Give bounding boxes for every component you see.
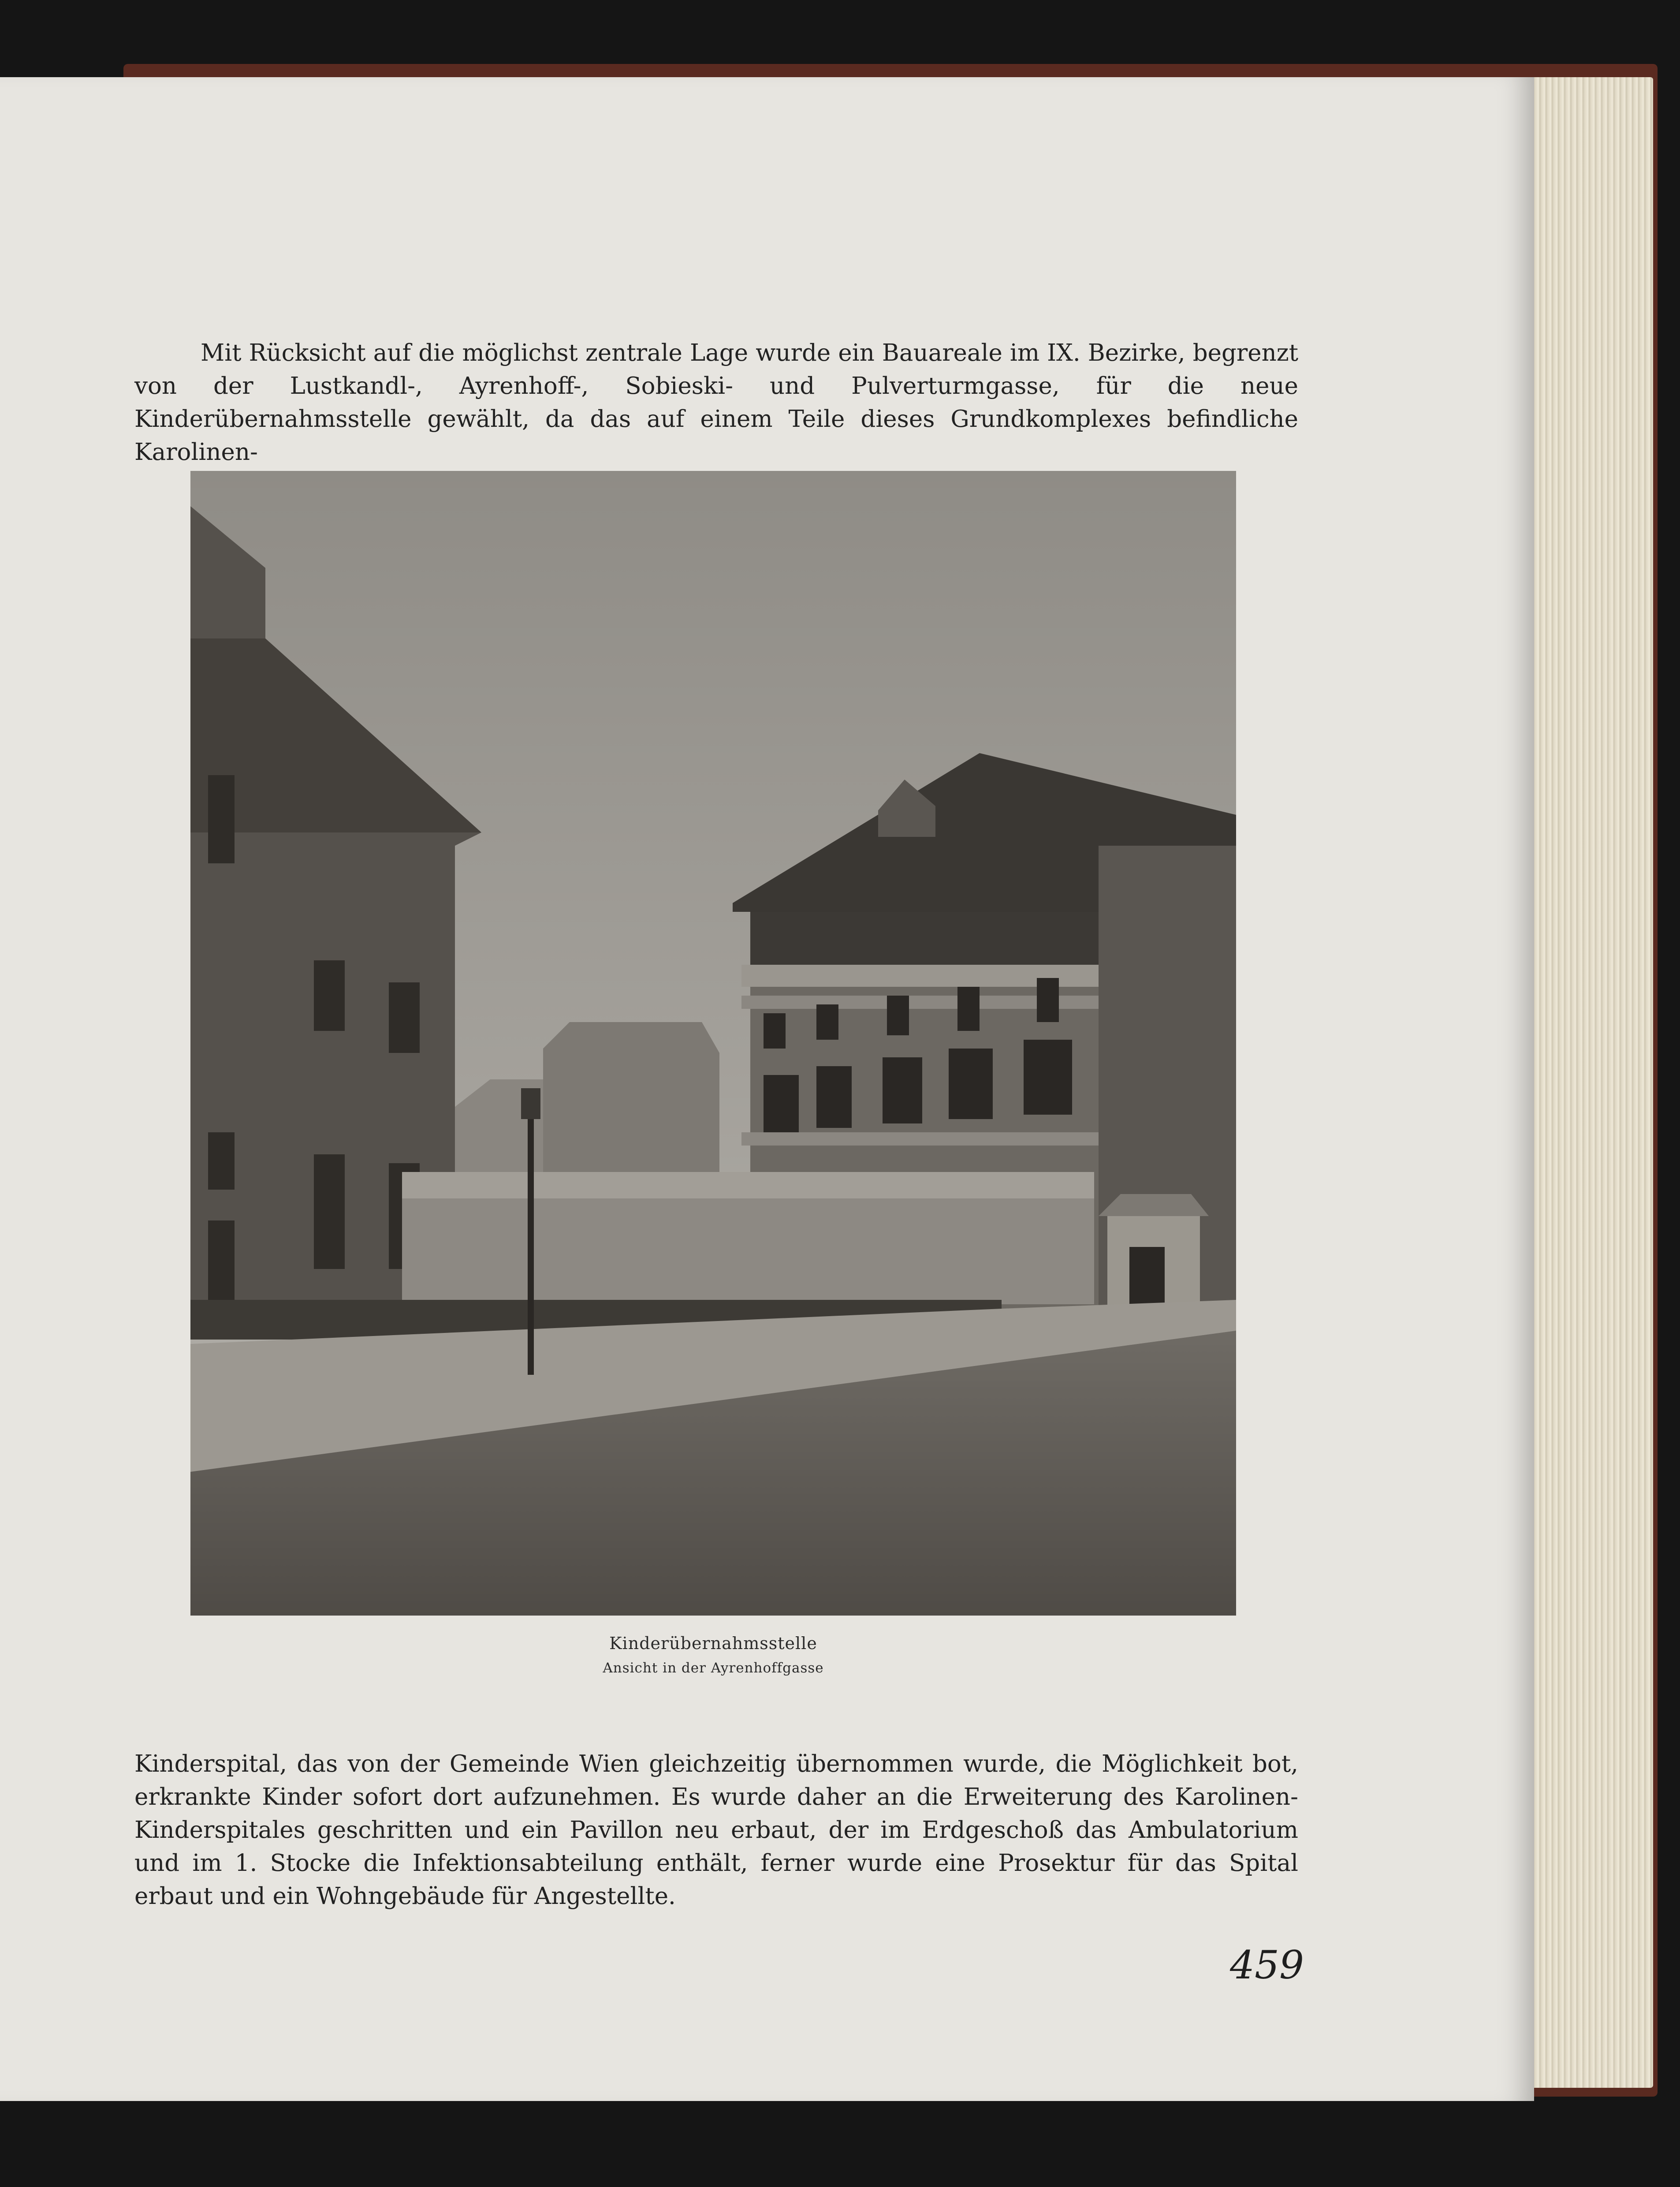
building-photograph bbox=[190, 471, 1236, 1616]
photo-caption-title: Kinderübernahmsstelle bbox=[609, 1634, 817, 1653]
paragraph-continuation: Kinderspital, das von der Gemeinde Wien gleichzeitig übernommen wurde, die Möglichkeit bot, erkrankte Kinder sofort dort aufzunehmen. Es wurde daher an die Erweiterung des Karolinen-Kinderspitales geschritten und ein Pavillon neu erbaut, der im Erdgeschoß das Ambulatorium und im 1. Stocke die Infektionsabteilung enthält, ferner wurde eine Prosektur für das Spital erbaut und ein Wohngebäude für Angestellte. bbox=[134, 1750, 1298, 1910]
photo-caption-subtitle: Ansicht in der Ayrenhoffgasse bbox=[603, 1660, 824, 1676]
page-edges bbox=[1530, 77, 1653, 2088]
book-page bbox=[0, 77, 1534, 2101]
paragraph-intro: Mit Rücksicht auf die möglichst zentrale Lage wurde ein Bauareale im IX. Bezirke, begrenzt von der Lustkandl-, Ayrenhoff-, Sobieski- und Pulverturmgasse, für die neue Kinderübernahmsstelle gewählt, da das auf einem Teile dieses Grundkomplexes befindliche Karolinen- bbox=[134, 340, 1298, 466]
page-number: 459 bbox=[1230, 1942, 1304, 1988]
